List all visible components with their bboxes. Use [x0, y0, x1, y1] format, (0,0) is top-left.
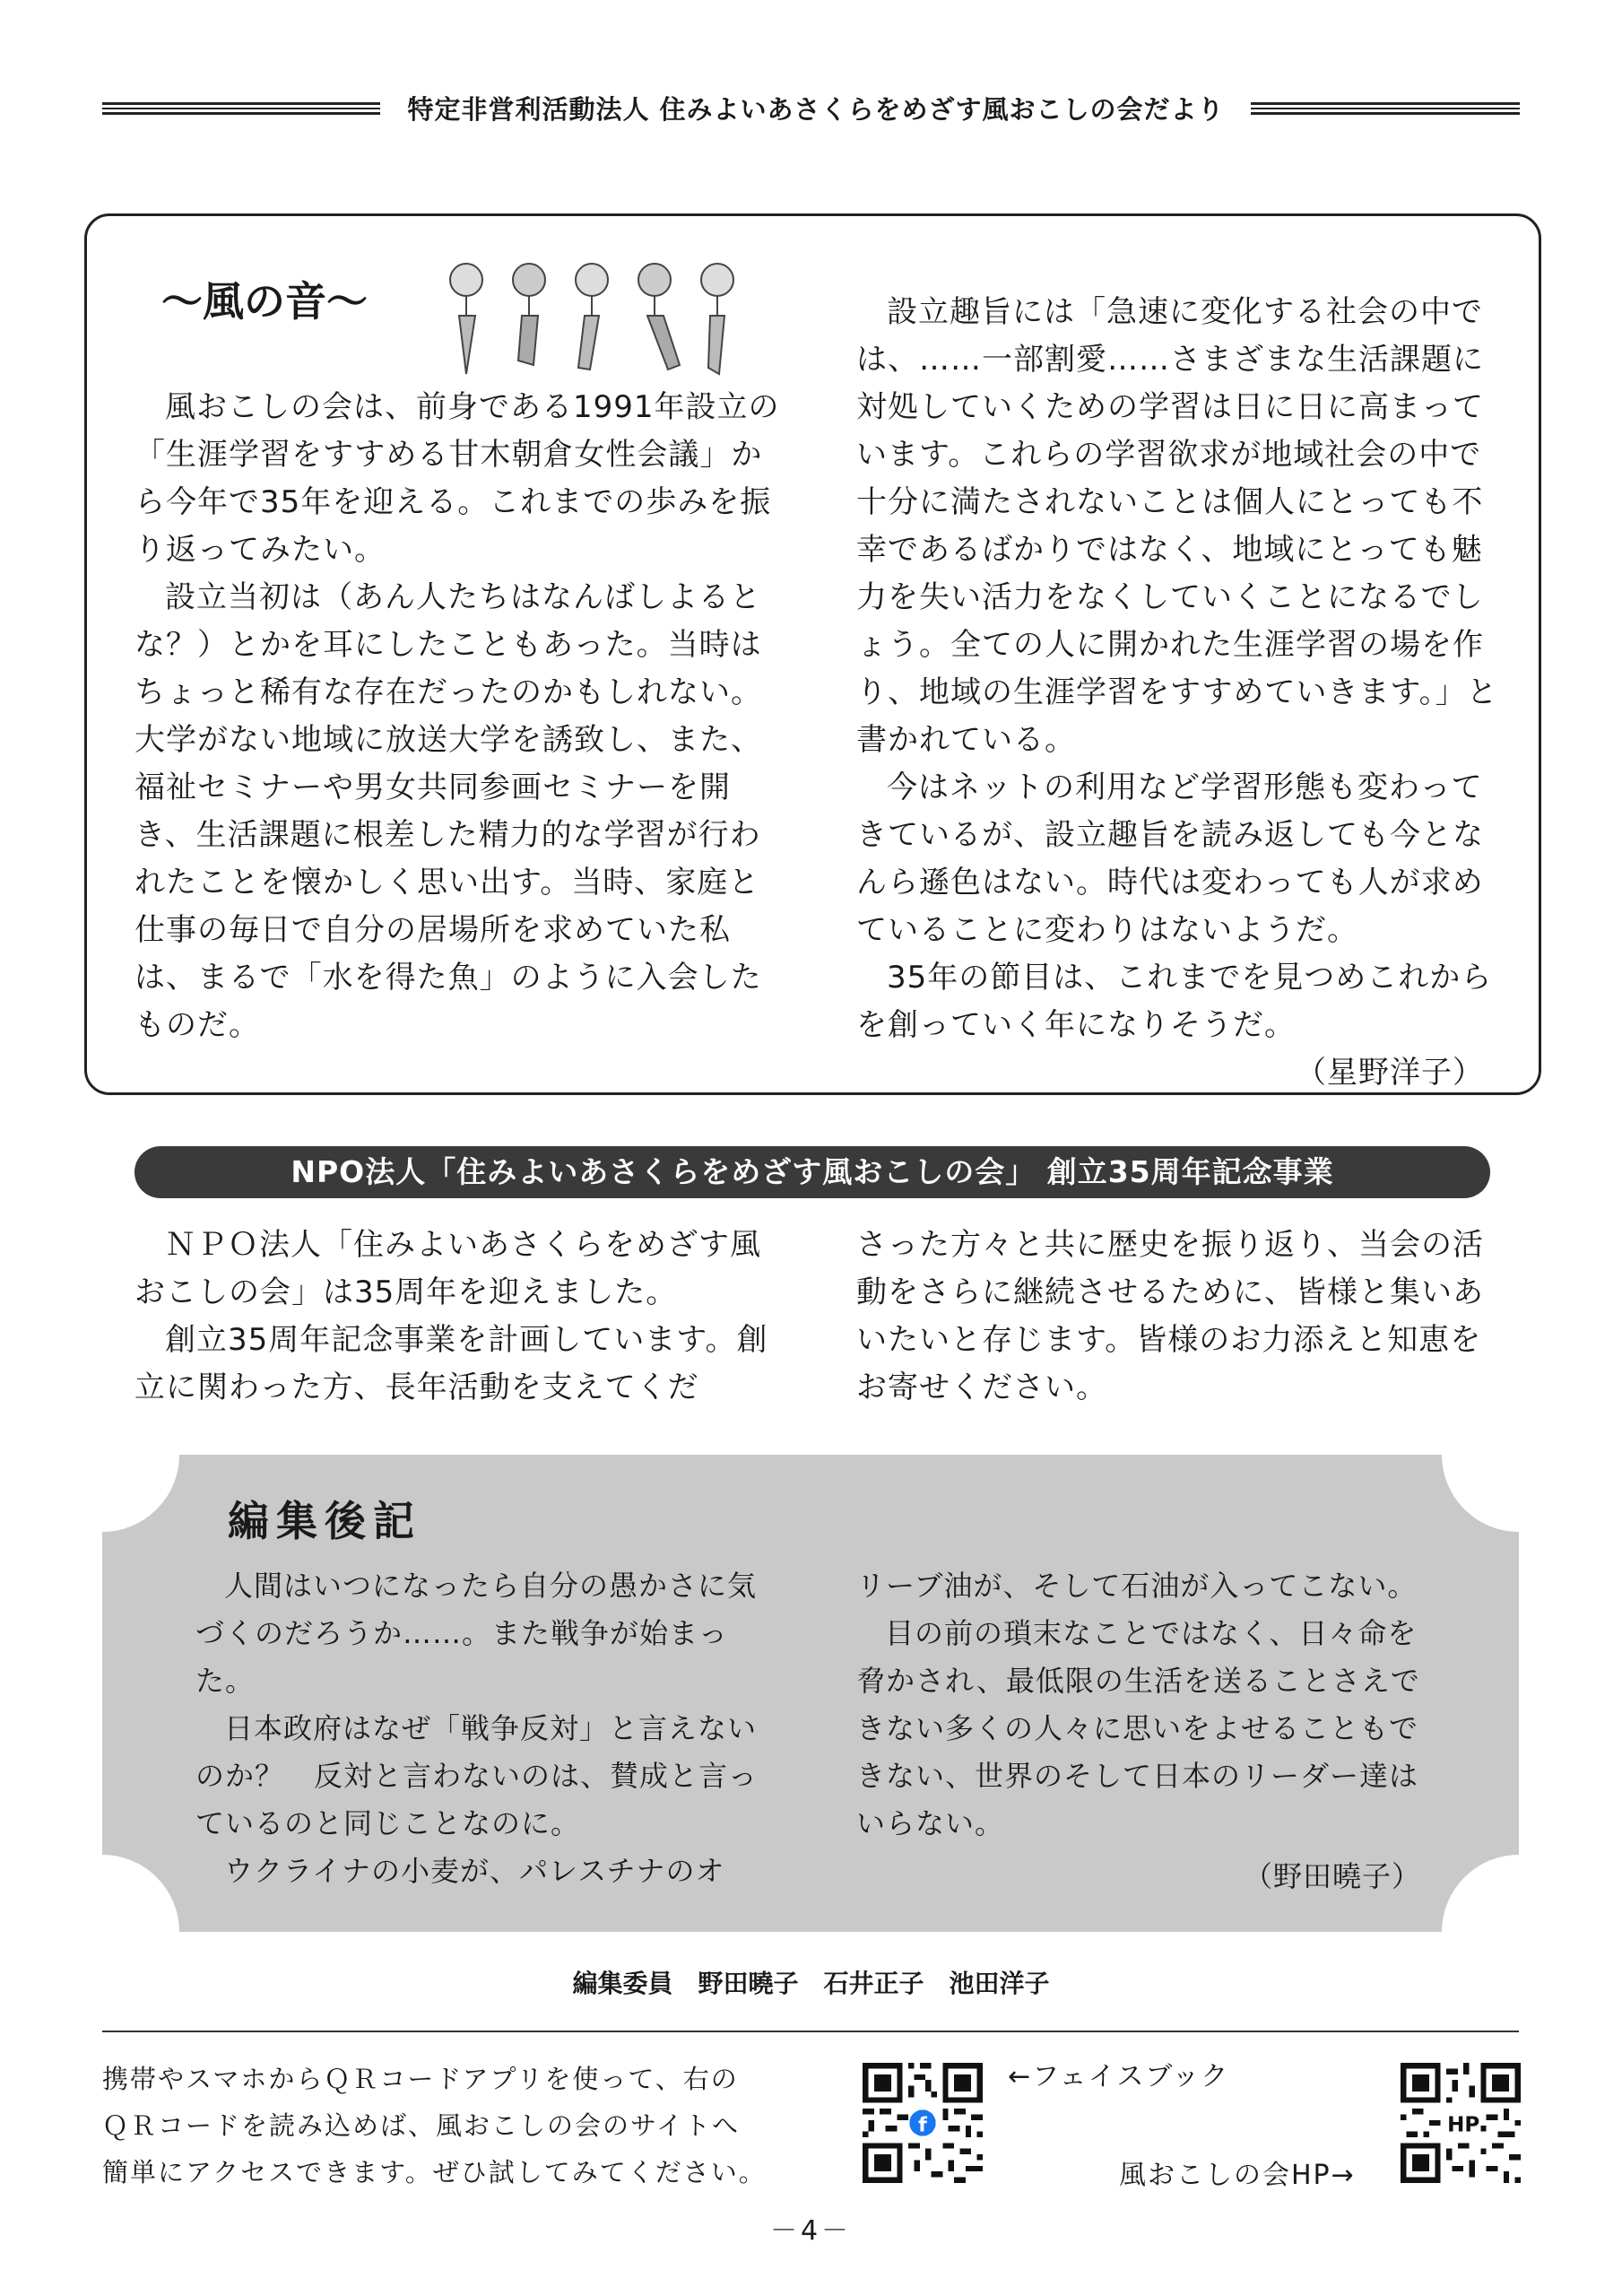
- wind-chime-illustration: [439, 253, 753, 378]
- paragraph: さった方々と共に歴史を振り返り、当会の活動をさらに継続させるために、皆様と集いあいたいと存じます。皆様のお力添えと知恵をお寄せください。: [856, 1227, 1484, 1405]
- page-number: －4－: [769, 2215, 853, 2247]
- wind-chime-1: [450, 264, 482, 374]
- anniversary-left-column: [134, 1222, 780, 1412]
- paragraph: 日本政府はなぜ「戦争反対」と言えないのか？ 反対と言わないのは、賛成と言っているのと同じことなのに。: [195, 1711, 759, 1840]
- header-rule-left: [102, 102, 380, 115]
- facebook-qr-code[interactable]: [863, 2063, 983, 2183]
- author: （星野洋子）: [1296, 1055, 1484, 1091]
- footer-rule: [102, 2031, 1519, 2032]
- paragraph: 人間はいつになったら自分の愚かさに気づくのだろうか……。また戦争が始まった。: [195, 1569, 758, 1698]
- qr-instruction-line: ＱＲコードを読み込めば、風おこしの会のサイトへ: [102, 2110, 740, 2141]
- paragraph: 風おこしの会は、前身である1991年設立の「生涯学習をすすめる甘木朝倉女性会議」から今年で35年を迎える。これまでの歩みを振り返ってみたい。: [134, 389, 780, 568]
- paragraph: ＮＰＯ法人「住みよいあさくらをめざす風おこしの会」は35周年を迎えました。: [134, 1227, 761, 1310]
- facebook-label: ←フェイスブック: [1008, 2061, 1230, 2092]
- hp-badge-text: HP: [1447, 2113, 1480, 2137]
- header-rule-right: [1251, 102, 1520, 115]
- qr-instructions: [102, 2056, 767, 2196]
- kaze-left-column: [134, 384, 780, 1049]
- author: （野田曉子）: [1243, 1859, 1421, 1893]
- homepage-label: 風おこしの会HP→: [1119, 2160, 1356, 2191]
- qr-instruction-line: 携帯やスマホからＱＲコードアプリを使って、右の: [102, 2064, 739, 2094]
- paragraph: 設立趣旨には「急速に変化する社会の中では、……一部割愛……さまざまな生活課題に対処していくための学習は日に日に高まっています。これらの学習欲求が地域社会の中で十分に満たされないことは個人にとっても不幸であるばかりではなく、地域にとっても魅力を失い活力をなくしていくことになるでしょう。全ての人に開かれた生涯学習の場を作り、地域の生涯学習をすすめていきます。」と書かれている。: [856, 294, 1498, 758]
- wind-chime-3: [576, 264, 608, 370]
- paragraph: 今はネットの利用など学習形態も変わってきているが、設立趣旨を読み返しても今となんら遜色はない。時代は変わっても人が求めていることに変わりはないようだ。: [856, 770, 1484, 948]
- editorial-left-column: [195, 1562, 778, 1895]
- editorial-right-column: [856, 1562, 1439, 1900]
- paragraph: 創立35周年記念事業を計画しています。創立に関わった方、長年活動を支えてくだ: [134, 1322, 768, 1405]
- qr-instruction-line: 簡単にアクセスできます。ぜひ試してみてください。: [102, 2157, 767, 2187]
- anniversary-banner: NPO法人「住みよいあさくらをめざす風おこしの会」 創立35周年記念事業: [134, 1146, 1490, 1198]
- anniversary-right-column: [856, 1222, 1502, 1412]
- editorial-title: 編集後記: [228, 1497, 421, 1545]
- homepage-qr-code[interactable]: [1401, 2063, 1521, 2183]
- paragraph: 35年の節目は、これまでを見つめこれからを創っていく年になりそうだ。: [856, 960, 1493, 1043]
- wind-chime-5: [701, 264, 733, 374]
- paragraph: 目の前の瑣末なことではなく、日々命を脅かされ、最低限の生活を送ることさえできない多くの人々に思いをよせることもできない、世界のそして日本のリーダー達はいらない。: [856, 1616, 1420, 1840]
- kaze-right-column: [856, 289, 1502, 1097]
- wind-chime-4: [638, 264, 680, 370]
- kaze-no-oto-title: ～風の音～: [161, 277, 368, 326]
- editorial-committee: 編集委員 野田曉子 石井正子 池田洋子: [572, 1969, 1050, 1998]
- paragraph: ウクライナの小麦が、パレスチナのオ: [224, 1854, 725, 1888]
- svg-text:f: f: [918, 2113, 927, 2137]
- paragraph: 設立当初は（あん人たちはなんばしよるとな？）とかを耳にしたこともあった。当時はちょっと稀有な存在だったのかもしれない。大学がない地域に放送大学を誘致し、また、福祉セミナーや男女共同参画セミナーを開き、生活課題に根差した精力的な学習が行われたことを懐かしく思い出す。当時、家庭と仕事の毎日で自分の居場所を求めていた私は、まるで「水を得た魚」のように入会したものだ。: [134, 579, 762, 1043]
- wind-chime-2: [513, 264, 545, 365]
- newsletter-title: 特定非営利活動法人 住みよいあさくらをめざす風おこしの会だより: [407, 94, 1225, 125]
- paragraph: リーブ油が、そして石油が入ってこない。: [856, 1569, 1418, 1603]
